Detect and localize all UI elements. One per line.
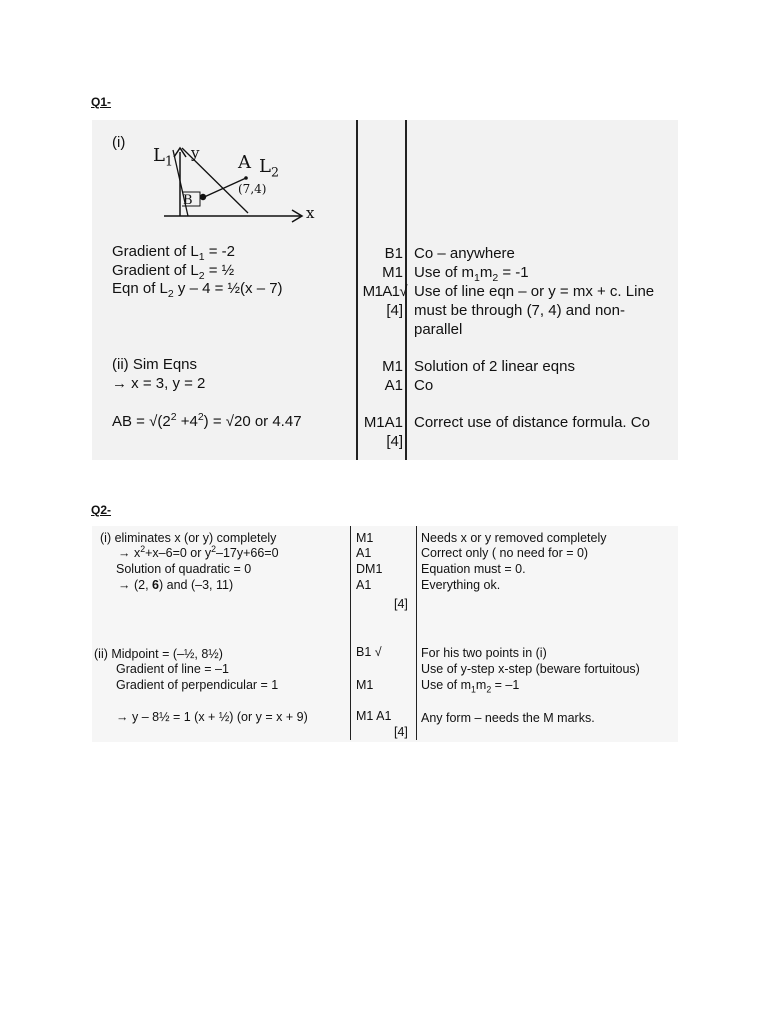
q1-sim-eqns: (ii) Sim Eqns xyxy=(112,356,198,373)
q2-work-7: Gradient of perpendicular = 1 xyxy=(116,678,279,692)
q1-gradient-l1 xyxy=(112,242,235,261)
q2-work-4-b: 6 xyxy=(152,578,159,592)
q2-work-2-sup2: 2 xyxy=(211,543,216,554)
q2-comment-5: For his two points in (i) xyxy=(421,646,547,660)
q1-equation-l2 xyxy=(112,279,283,298)
diagram-label-b: B xyxy=(183,193,193,208)
diagram-label-y: y xyxy=(191,144,200,162)
q2-work-6: Gradient of line = –1 xyxy=(116,662,229,676)
q1-comment-7: Co xyxy=(414,377,434,394)
q1-ab-sup-2: 2 xyxy=(197,411,204,423)
q1-gradient-l2-text: Gradient of L xyxy=(112,262,199,279)
q1-gradient-l1-text: Gradient of L xyxy=(112,243,199,260)
q2-comment-7-sub1: 1 xyxy=(471,684,476,695)
diagram-label-l2 xyxy=(259,156,279,180)
diagram-l2-sub: 2 xyxy=(270,164,279,180)
q2-heading: Q2- xyxy=(91,503,112,517)
q2-mark-3: DM1 xyxy=(356,562,383,576)
q1-gradient-l1-value: = -2 xyxy=(204,243,235,260)
q1-comment-2-sub1: 1 xyxy=(474,272,480,284)
q2-mark-4: A1 xyxy=(356,578,372,592)
q2-comment-2: Correct only ( no need for = 0) xyxy=(421,546,589,560)
q2-mark-8: M1 A1 xyxy=(356,709,392,723)
q2-divider-left xyxy=(350,526,351,740)
q1-gradient-l2-sub: 2 xyxy=(198,270,205,282)
q2-work-2-sup1: 2 xyxy=(140,543,146,554)
q1-comment-8: Correct use of distance formula. Co xyxy=(414,414,650,431)
q1-mark-m1a1-check: M1A1√ xyxy=(362,283,407,300)
q1-comment-6: Solution of 2 linear eqns xyxy=(414,358,575,375)
q2-mark-9: [4] xyxy=(394,725,408,739)
q1-mark-m1-ii: M1 xyxy=(382,358,403,375)
q1-comment-1: Co – anywhere xyxy=(414,245,515,262)
q2-divider-right xyxy=(416,526,417,740)
q1-distance-ab xyxy=(112,412,302,431)
q1-comment-2-sub2: 2 xyxy=(492,272,499,284)
q2-work-1: (i) eliminates x (or y) completely xyxy=(100,531,277,545)
q1-mark-m1a1-ii: M1A1 xyxy=(363,414,403,431)
q1-ab-part-1: AB = √(2 xyxy=(112,413,171,430)
q1-gradient-l1-sub: 1 xyxy=(198,251,205,263)
point-b-dot xyxy=(200,194,206,200)
q1-part-i-label: (i) xyxy=(112,134,126,151)
q2-work-4 xyxy=(118,577,233,593)
q2-comment-7-sub2: 2 xyxy=(486,684,492,695)
q2-work-2-b: +x–6=0 or y xyxy=(145,546,212,560)
q1-comment-2-c: = -1 xyxy=(498,264,529,281)
q1-gradient-l2 xyxy=(112,261,234,280)
q1-comment-2-a: Use of m xyxy=(414,264,475,281)
q2-mark-6: B1 √ xyxy=(356,645,382,659)
diagram-l2-text: L xyxy=(259,156,271,177)
q2-mark-7: M1 xyxy=(356,678,374,692)
q1-ab-part-3: ) = √20 or 4.47 xyxy=(203,413,302,430)
q2-work-5: (ii) Midpoint = (–½, 8½) xyxy=(94,647,223,661)
q1-mark-total-i: [4] xyxy=(386,302,403,319)
diagram-coord-label: (7,4) xyxy=(238,182,267,196)
diagram-label-a: A xyxy=(238,152,251,173)
q2-comment-7 xyxy=(421,677,519,693)
q1-ab-part-2: +4 xyxy=(176,413,198,430)
diagram-label-l1 xyxy=(153,145,173,169)
q1-comment-2-b: m xyxy=(479,264,493,281)
q2-comment-7-c: = –1 xyxy=(491,678,520,692)
q1-equation-l2-text: Eqn of L xyxy=(112,280,168,297)
q2-work-2-c: –17y+66=0 xyxy=(216,546,279,560)
q1-equation-l2-value: y – 4 = ½(x – 7) xyxy=(173,280,283,297)
q2-comment-6: Use of y-step x-step (beware fortuitous) xyxy=(421,662,640,676)
diagram-label-x: x xyxy=(306,204,315,222)
q2-mark-2: A1 xyxy=(356,546,372,560)
q2-comment-3: Equation must = 0. xyxy=(421,562,526,576)
q2-comment-7-b: m xyxy=(475,678,487,692)
q1-comment-4: must be through (7, 4) and non- xyxy=(414,302,625,319)
q2-work-4-a: → (2, xyxy=(118,578,153,592)
q1-mark-m1: M1 xyxy=(382,264,403,281)
q1-heading: Q1- xyxy=(91,95,112,109)
q2-work-4-c: ) and (–3, 11) xyxy=(159,578,234,592)
diagram-l1-sub: 1 xyxy=(164,153,173,169)
q2-comment-7-a: Use of m xyxy=(421,678,472,692)
q1-gradient-l2-value: = ½ xyxy=(204,262,235,279)
q1-ab-sup-1: 2 xyxy=(170,411,177,423)
q1-mark-total-ii: [4] xyxy=(386,433,403,450)
q2-comment-1: Needs x or y removed completely xyxy=(421,531,607,545)
q2-work-2-a: → x xyxy=(118,546,141,560)
q1-solution: → x = 3, y = 2 xyxy=(112,375,206,392)
q2-work-3: Solution of quadratic = 0 xyxy=(116,562,252,576)
q2-work-2 xyxy=(118,545,279,561)
q1-equation-l2-sub: 2 xyxy=(167,288,174,300)
q2-comment-8: Any form – needs the M marks. xyxy=(421,711,595,725)
q2-mark-1: M1 xyxy=(356,531,374,545)
q1-mark-a1-ii: A1 xyxy=(384,377,403,394)
q2-mark-5: [4] xyxy=(394,597,408,611)
diagram-l1-text: L xyxy=(153,145,165,166)
q1-comment-5: parallel xyxy=(414,321,463,338)
point-a-dot xyxy=(244,176,248,180)
q1-mark-b1: B1 xyxy=(384,245,403,262)
q2-comment-4: Everything ok. xyxy=(421,578,501,592)
q2-work-8: → y – 8½ = 1 (x + ½) (or y = x + 9) xyxy=(116,710,308,724)
q1-comment-3: Use of line eqn – or y = mx + c. Line xyxy=(414,283,655,300)
q1-comment-2 xyxy=(414,263,529,282)
